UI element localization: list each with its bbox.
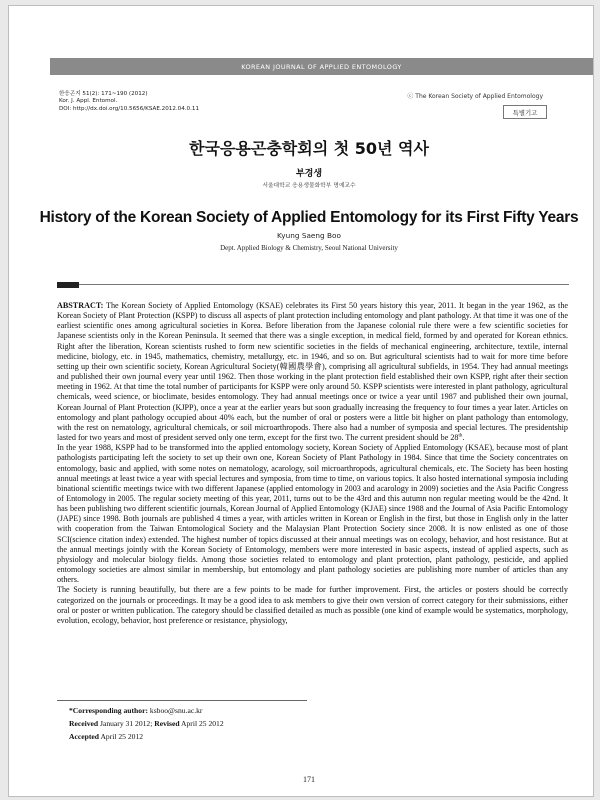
abstract-body [57, 301, 568, 626]
accepted-line [69, 731, 224, 744]
accepted-label: Accepted [69, 731, 99, 741]
abstract-paragraph-2: In the year 1988, KSPP had to be transformed into the applied entomology society, Korean Society of Applied Entomology (KSAE), because most of plant pathologists participating left the society to set up their own one, Korean Society of Plant Pathology in 1984. Since that time the Society concentrates on entomology, basic and applied, with some notes on nematology, acarology, soil microarthropods, agricultural chemicals, etc. The Society has been hosting annual meetings at least twice a year with special lectures and symposia, from time to time, on various topics. It also hosted international symposia including binational scientific meetings twice with two different Japanese (applied entomology in 2003 and acarology in 2009) societies and the Asia Pacific Congress of Entomology in 2005. The regular society meeting of this year, 2011, turns out to be the 43rd and this autumn non regular meeting would be the 42nd. It has been publishing two different scientific journals, Korean Journal of Applied Entomology (KJAE) since 1988 and the Journal of Asia Pacific Entomology (JAPE) since 1998. Both journals are published 4 times a year, with articles written in Korean or English in the first, but those in English only in the latter with cooperation from the Taiwan Entomological Society and the Malaysian Plant Protection Society since 2008. It is now enlisted as one of those SCI(science citation index) extended. The highest number of topics discussed at their annual meetings was on ecology, behavior, and host resistance. But at the annual meetings jointly with the Korean Society of Entomology, members were more interested in basic aspects, instead of applied aspects, such as physiology and molecular biology fields. Among those societies related to entomology and plant protection, plant pathology, pesticide, and applied entomology societies are almost similar in membership, but entomology and plant pathology societies are publishing more number of articles than any others. [57, 443, 568, 585]
doi-link[interactable]: DOI: http://dx.doi.org/10.5656/KSAE.2012.04.0.11 [59, 105, 200, 112]
korean-author: 부경생 [295, 169, 323, 179]
abstract-paragraph-3: The Society is running beautifully, but there are a few points to be made for further improvement. First, the articles or posters should be correctly categorized on the journals or proceedings. It may be a good idea to ask members to give their own version of correct category for their submissions, either oral or poster or written publication. The category should be classified detailed as much as possible (one kind of example would be systematics, morphology, evolution, ecology, behavior, host preference or resistance, physiology, [57, 585, 568, 625]
revised-label: Revised [154, 718, 180, 728]
article-type-badge: 특별기고 [503, 105, 547, 119]
korean-affiliation: 서울대학교 응용생물화학부 명예교수 [262, 183, 356, 189]
journal-page [8, 5, 594, 797]
corresponding-author-line [69, 705, 224, 718]
received-revised-line [69, 718, 224, 731]
page-number: 171 [303, 775, 315, 784]
corresponding-email[interactable]: ksboo@snu.ac.kr [149, 706, 203, 715]
citation-korean: 한응곤지 51(2): 171~190 (2012) [59, 91, 148, 97]
english-title: History of the Korean Society of Applied Entomology for its First Fifty Years [39, 209, 579, 226]
ordinal-suffix: th [458, 433, 463, 439]
citation-english: Kor. J. Appl. Entomol. [59, 98, 118, 105]
korean-title: 한국응용곤충학회의 첫 50년 역사 [189, 139, 429, 158]
english-author: Kyung Saeng Boo [277, 231, 341, 240]
footnote-divider [57, 700, 307, 701]
revised-date: April 25 2012 [181, 718, 224, 728]
received-label: Received [69, 718, 99, 728]
abstract-text-1-end: . [462, 433, 465, 443]
english-affiliation: Dept. Applied Biology & Chemistry, Seoul National University [220, 244, 398, 252]
footnotes [69, 705, 224, 743]
journal-name-band: KOREAN JOURNAL OF APPLIED ENTOMOLOGY [50, 58, 593, 75]
abstract-paragraph-1 [57, 301, 568, 443]
accepted-date: April 25 2012 [100, 731, 144, 741]
section-rule-marker [57, 282, 79, 288]
section-rule [79, 284, 569, 285]
corresponding-label: *Corresponding author: [69, 706, 148, 715]
received-date: January 31 2012; [100, 718, 153, 728]
citation-block [59, 91, 199, 113]
abstract-text-1: The Korean Society of Applied Entomology (KSAE) celebrates its First 50 years history this year, 2011. It began in the year 1962, as the Korean Society of Plant Protection (KSPP) to discuss all aspects of plant protection including entomology and plant pathology. At that time it was one of the earliest scientific ones among agricultural societies in Korea. Before liberation from the Japanese colonial rule there were a few scientific societies for Japanese scientists only in the Korean Peninsula. It seemed that there was a single exception, in medical field, formed by and operated for Korean ethnics. Right after the liberation, Korean scientists rushed to form new scientific societies in the fields of mechanical engineering, architecture, textile, internal medicine, biology, etc. in 1945, mathematics, chemistry, metallurgy, etc. in 1946, and so on. But agricultural scientists had to wait for more time before setting up their own scientific society, Korean Agricultural Society(韓國農學會), comprising all agricultural subfields, in 1954. They had annual meetings and published their own journal every year until 1962. Then those working in the plant protection field established their own KSPP, right after their section meeting in 1962. At that time the total number of participants for KSPP were only around 50. KSPP scientists were interested in plant pathology, agricultural chemicals, weed science, or bioclimate, besides entomology. They had annual meetings once or twice a year until 1987 and published their own journal, Korean Journal of Plant Protection (KJPP), once a year at the earlier years but soon gradually increasing the frequency to four times a year later. Articles on entomology and plant pathology occupied about 40% each, but the number of oral or posters were a little bit higher on plant pathology than entomology, with the rest on nematology, agricultural chemicals, or soil microarthropods. There also had a number of symposia and special lectures. The presidentship lasted for two years and most of president served only one term, except for the first two. The current president should be 28 [57, 301, 568, 443]
copyright-notice: ⓒ The Korean Society of Applied Entomology [407, 93, 543, 100]
abstract-label: ABSTRACT: [57, 301, 104, 310]
